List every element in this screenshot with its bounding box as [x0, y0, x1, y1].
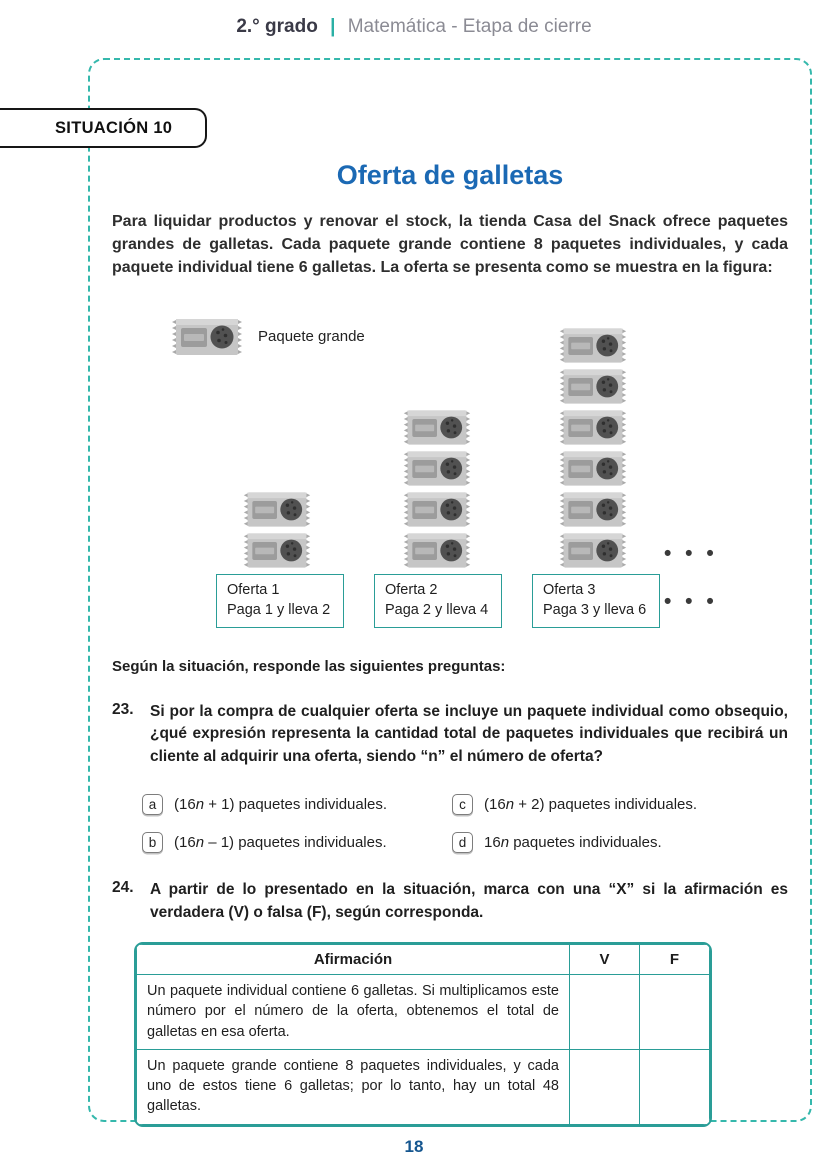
cookie-package-icon [556, 408, 630, 447]
cookie-package-icon [556, 531, 630, 570]
page-header [0, 16, 828, 38]
table-header-row [137, 944, 710, 974]
offer-3-detail: Paga 3 y lleva 6 [543, 602, 647, 619]
option-a-box[interactable]: a [142, 794, 163, 815]
cookie-package-icon [556, 449, 630, 488]
question-24 [112, 879, 788, 924]
header-v: V [570, 944, 640, 974]
statement-1: Un paquete individual contiene 6 galletas. Si multiplicamos este número por el número de la oferta, obtenemos el total de galletas en esa oferta. [137, 974, 570, 1049]
subject-label: Matemática - Etapa de cierre [347, 16, 592, 37]
option-c [452, 794, 788, 815]
offer-2-detail: Paga 2 y lleva 4 [385, 602, 489, 619]
option-b-box[interactable]: b [142, 832, 163, 853]
offers-figure [112, 316, 788, 628]
offer-2-stack [400, 406, 474, 570]
header-separator: | [330, 16, 336, 37]
option-d-text: 16n paquetes individuales. [484, 834, 662, 852]
table-row [137, 974, 710, 1049]
offer-3-stack [556, 324, 630, 570]
cookie-package-icon [556, 367, 630, 406]
question-23 [112, 701, 788, 768]
legend-label: Paquete grande [258, 328, 365, 346]
cookie-package-icon [400, 449, 474, 488]
cookie-package-icon [240, 531, 314, 570]
cookie-package-icon [400, 408, 474, 447]
option-d-box[interactable]: d [452, 832, 473, 853]
option-c-box[interactable]: c [452, 794, 473, 815]
situation-label: SITUACIÓN 10 [55, 118, 173, 137]
cookie-package-icon [400, 490, 474, 529]
option-d [452, 832, 788, 853]
option-b [142, 832, 452, 853]
option-c-text: (16n + 2) paquetes individuales. [484, 796, 698, 814]
cookie-package-icon [556, 326, 630, 365]
offer-2-label-box [374, 574, 502, 628]
ellipsis-dots: • • • [664, 589, 718, 613]
option-a [142, 794, 452, 815]
table-row [137, 1049, 710, 1124]
ellipsis-dots: • • • [664, 541, 718, 565]
statements-table [134, 942, 712, 1127]
row-2-answer-v[interactable] [570, 1049, 640, 1124]
question-23-number: 23. [112, 700, 134, 718]
offer-1-label-box [216, 574, 344, 628]
header-f: F [640, 944, 710, 974]
statement-2: Un paquete grande contiene 8 paquetes individuales, y cada uno de estos tiene 6 galletas; por lo tanto, hay un total 48 galletas. [137, 1049, 570, 1124]
cookie-package-icon [556, 490, 630, 529]
offer-3-label-box [532, 574, 660, 628]
offer-3-name: Oferta 3 [543, 582, 596, 599]
header-afirmacion: Afirmación [137, 944, 570, 974]
question-23-text: Si por la compra de cualquier oferta se incluye un paquete individual como obsequio, ¿qué expresión representa la cantidad total de paquetes individuales que recibirá un cliente al adquirir una oferta, siendo “n” el número de oferta? [150, 702, 788, 765]
situation-badge [0, 108, 207, 148]
option-a-text: (16n + 1) paquetes individuales. [174, 796, 388, 814]
legend-package [168, 316, 246, 358]
question-24-text: A partir de lo presentado en la situación, marca con una “X” si la afirmación es verdadera (V) o falsa (F), según corresponda. [150, 881, 788, 921]
row-2-answer-f[interactable] [640, 1049, 710, 1124]
activity-title: Oferta de galletas [336, 160, 564, 190]
offer-2-name: Oferta 2 [385, 582, 438, 599]
grade-label: 2.° grado [236, 16, 318, 37]
offer-1-name: Oferta 1 [227, 582, 280, 599]
cookie-package-icon [168, 316, 246, 358]
question-23-options [142, 794, 788, 853]
questions-prompt: Según la situación, responde las siguientes preguntas: [112, 657, 506, 675]
intro-paragraph: Para liquidar productos y renovar el stock, la tienda Casa del Snack ofrece paquetes grandes de galletas. Cada paquete grande contiene 8 paquetes individuales, y cada paquete individual tiene 6 galletas. La oferta se presenta como se muestra en la figura: [112, 213, 788, 276]
cookie-package-icon [240, 490, 314, 529]
legend [168, 316, 365, 358]
row-1-answer-v[interactable] [570, 974, 640, 1049]
row-1-answer-f[interactable] [640, 974, 710, 1049]
option-b-text: (16n – 1) paquetes individuales. [174, 834, 387, 852]
question-24-number: 24. [112, 879, 134, 897]
offer-1-stack [240, 488, 314, 570]
cookie-package-icon [400, 531, 474, 570]
offer-1-detail: Paga 1 y lleva 2 [227, 602, 331, 619]
page-number: 18 [404, 1137, 424, 1156]
content-frame [88, 58, 812, 1122]
